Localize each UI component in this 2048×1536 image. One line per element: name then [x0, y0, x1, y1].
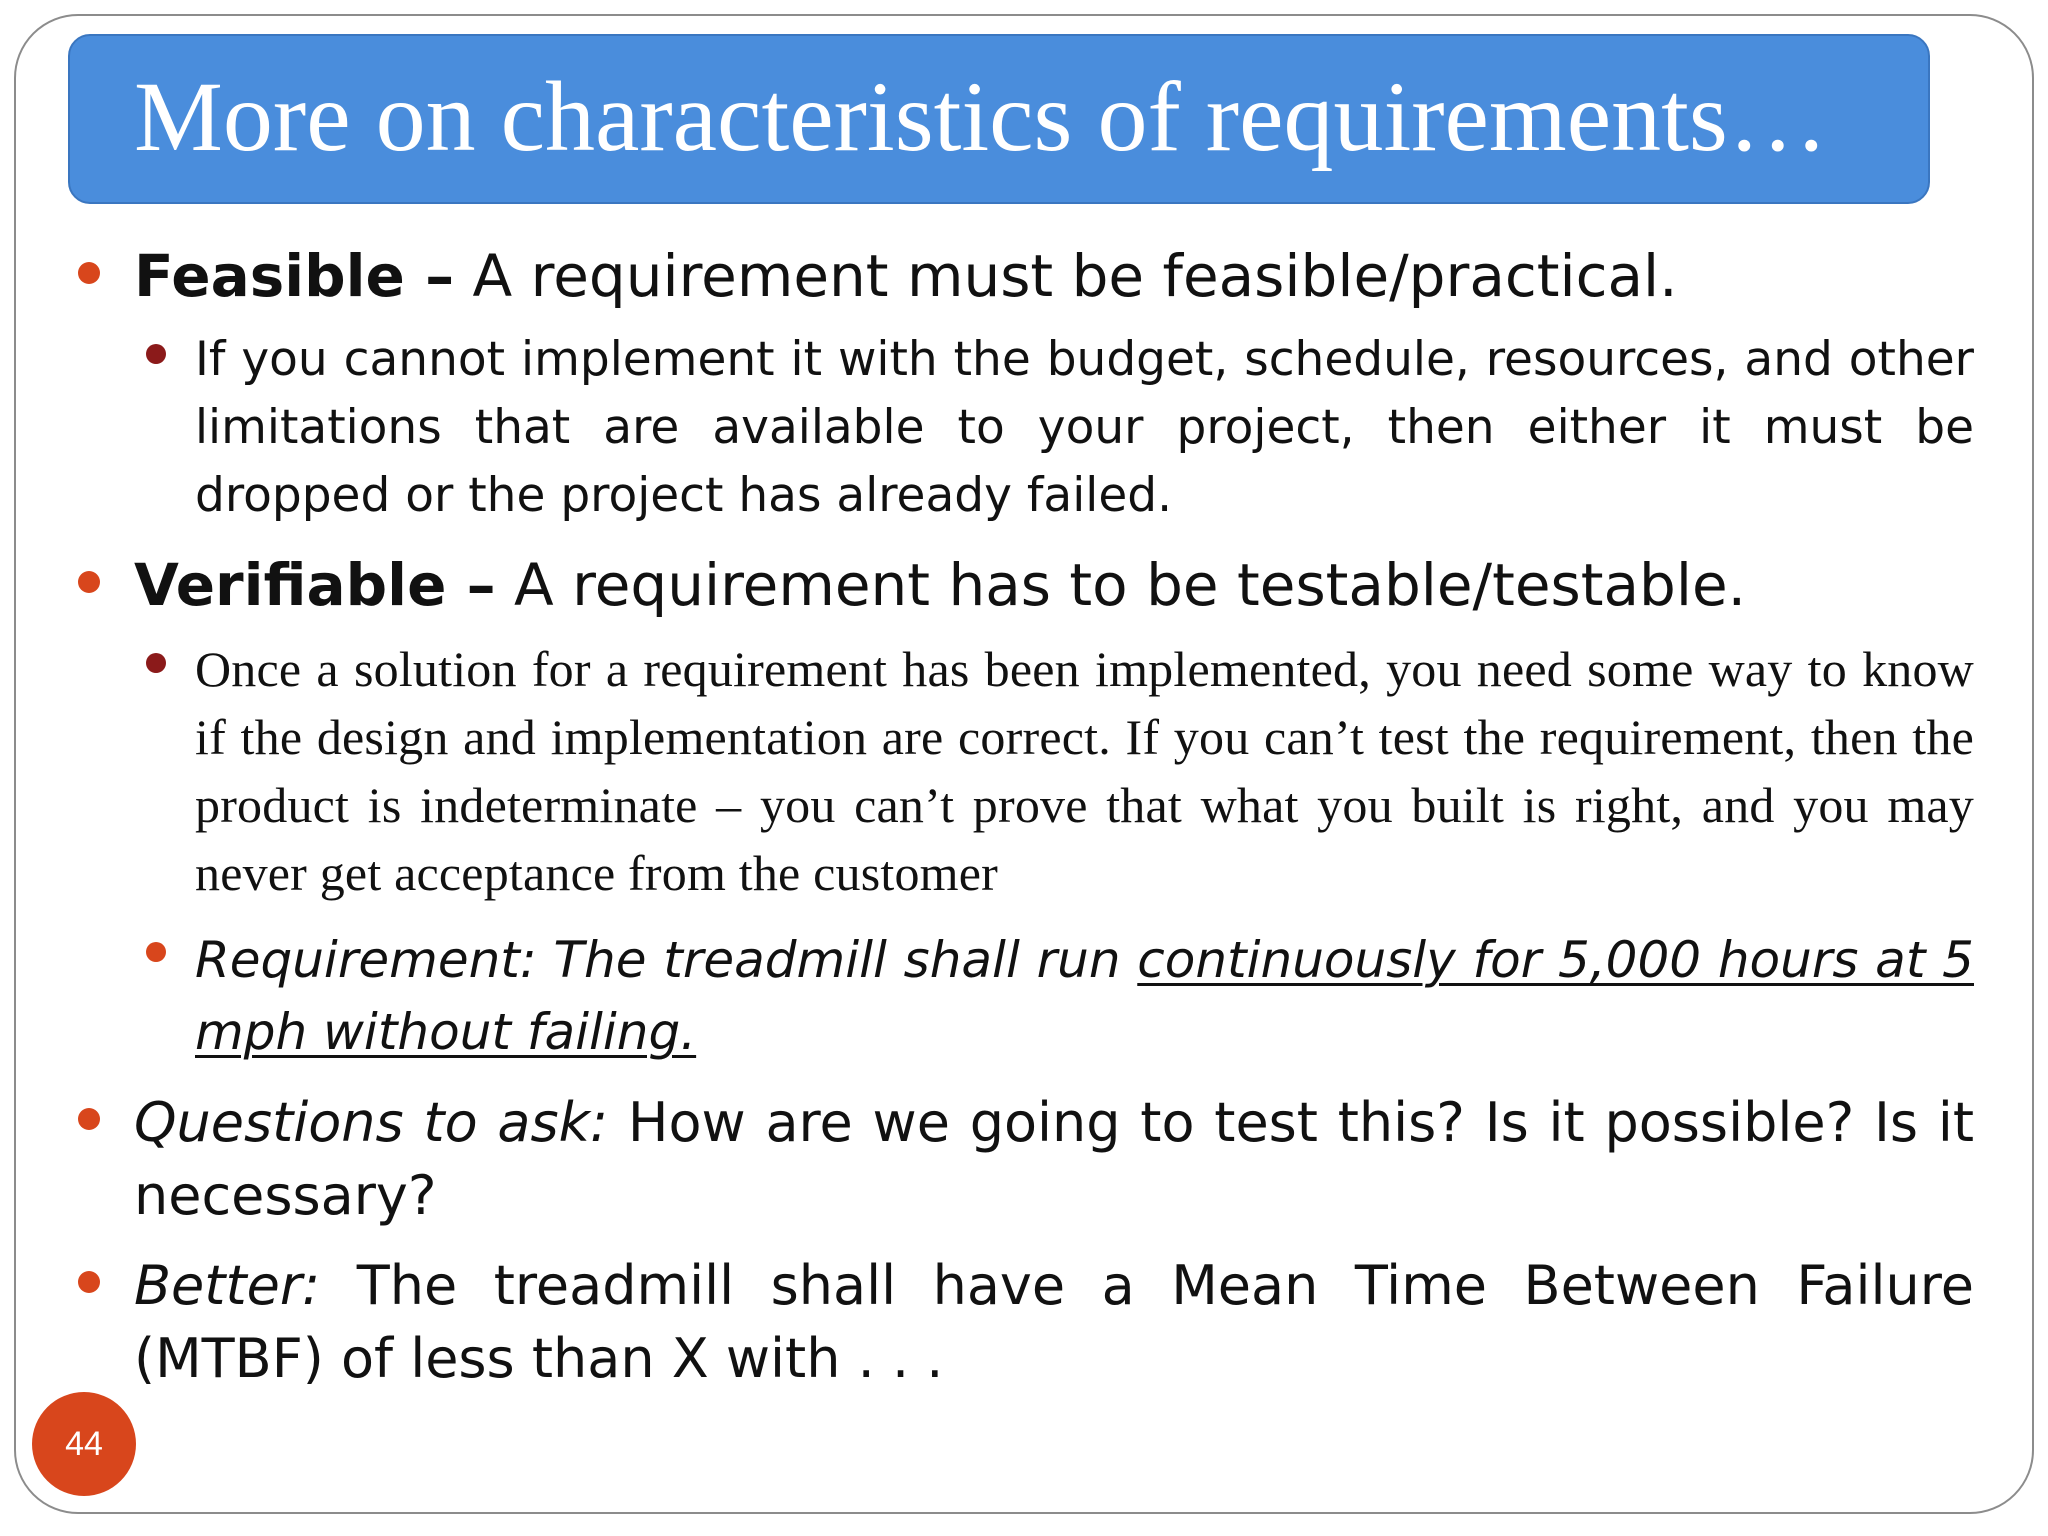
bullet-dot-icon [78, 1108, 100, 1130]
bullet-verifiable [134, 549, 1974, 622]
questions-text: How are we going to test this? Is it possible? Is it necessary? [134, 1091, 1975, 1227]
bullet-questions [134, 1086, 1974, 1232]
bullet-requirement-example [195, 924, 1974, 1068]
bullet-feasible-detail [195, 326, 1974, 530]
sub-bullet-dot-icon [146, 653, 166, 673]
page-number-badge: 44 [32, 1392, 136, 1496]
sub-bullet-dot-icon [146, 344, 166, 364]
verifiable-definition: A requirement has to be testable/testable. [495, 551, 1747, 619]
verifiable-detail: Once a solution for a requirement has been implemented, you need some way to know if the design and implementation are correct. If you can’t test the requirement, then the product is indeterminate – you can’t prove that what you built is right, and you may never get acceptance from the customer [195, 641, 1974, 901]
feasible-term: Feasible – [134, 242, 455, 310]
bullet-dot-icon [78, 571, 100, 593]
requirement-example-prefix: Requirement: The treadmill shall run [195, 931, 1138, 989]
bullet-dot-icon [78, 1271, 100, 1293]
better-text: The treadmill shall have a Mean Time Between Failure (MTBF) of less than X with . . . [134, 1254, 1974, 1390]
feasible-definition: A requirement must be feasible/practical. [454, 242, 1678, 310]
feasible-detail: If you cannot implement it with the budget, schedule, resources, and other limitations that are available to your project, then either it must be dropped or the project has already failed. [195, 332, 1974, 523]
bullet-feasible [134, 240, 1974, 313]
questions-label: Questions to ask: [134, 1091, 609, 1154]
bullet-better [134, 1249, 1974, 1395]
bullet-dot-icon [78, 262, 100, 284]
verifiable-term: Verifiable – [134, 551, 496, 619]
sub-bullet-dot-icon [146, 942, 166, 962]
bullet-verifiable-detail [195, 635, 1974, 907]
slide-title: More on characteristics of requirements… [134, 61, 1828, 172]
requirement-example-underlined: continuously for 5,000 hours at 5 mph without failing. [195, 931, 1974, 1061]
better-label: Better: [134, 1254, 321, 1317]
